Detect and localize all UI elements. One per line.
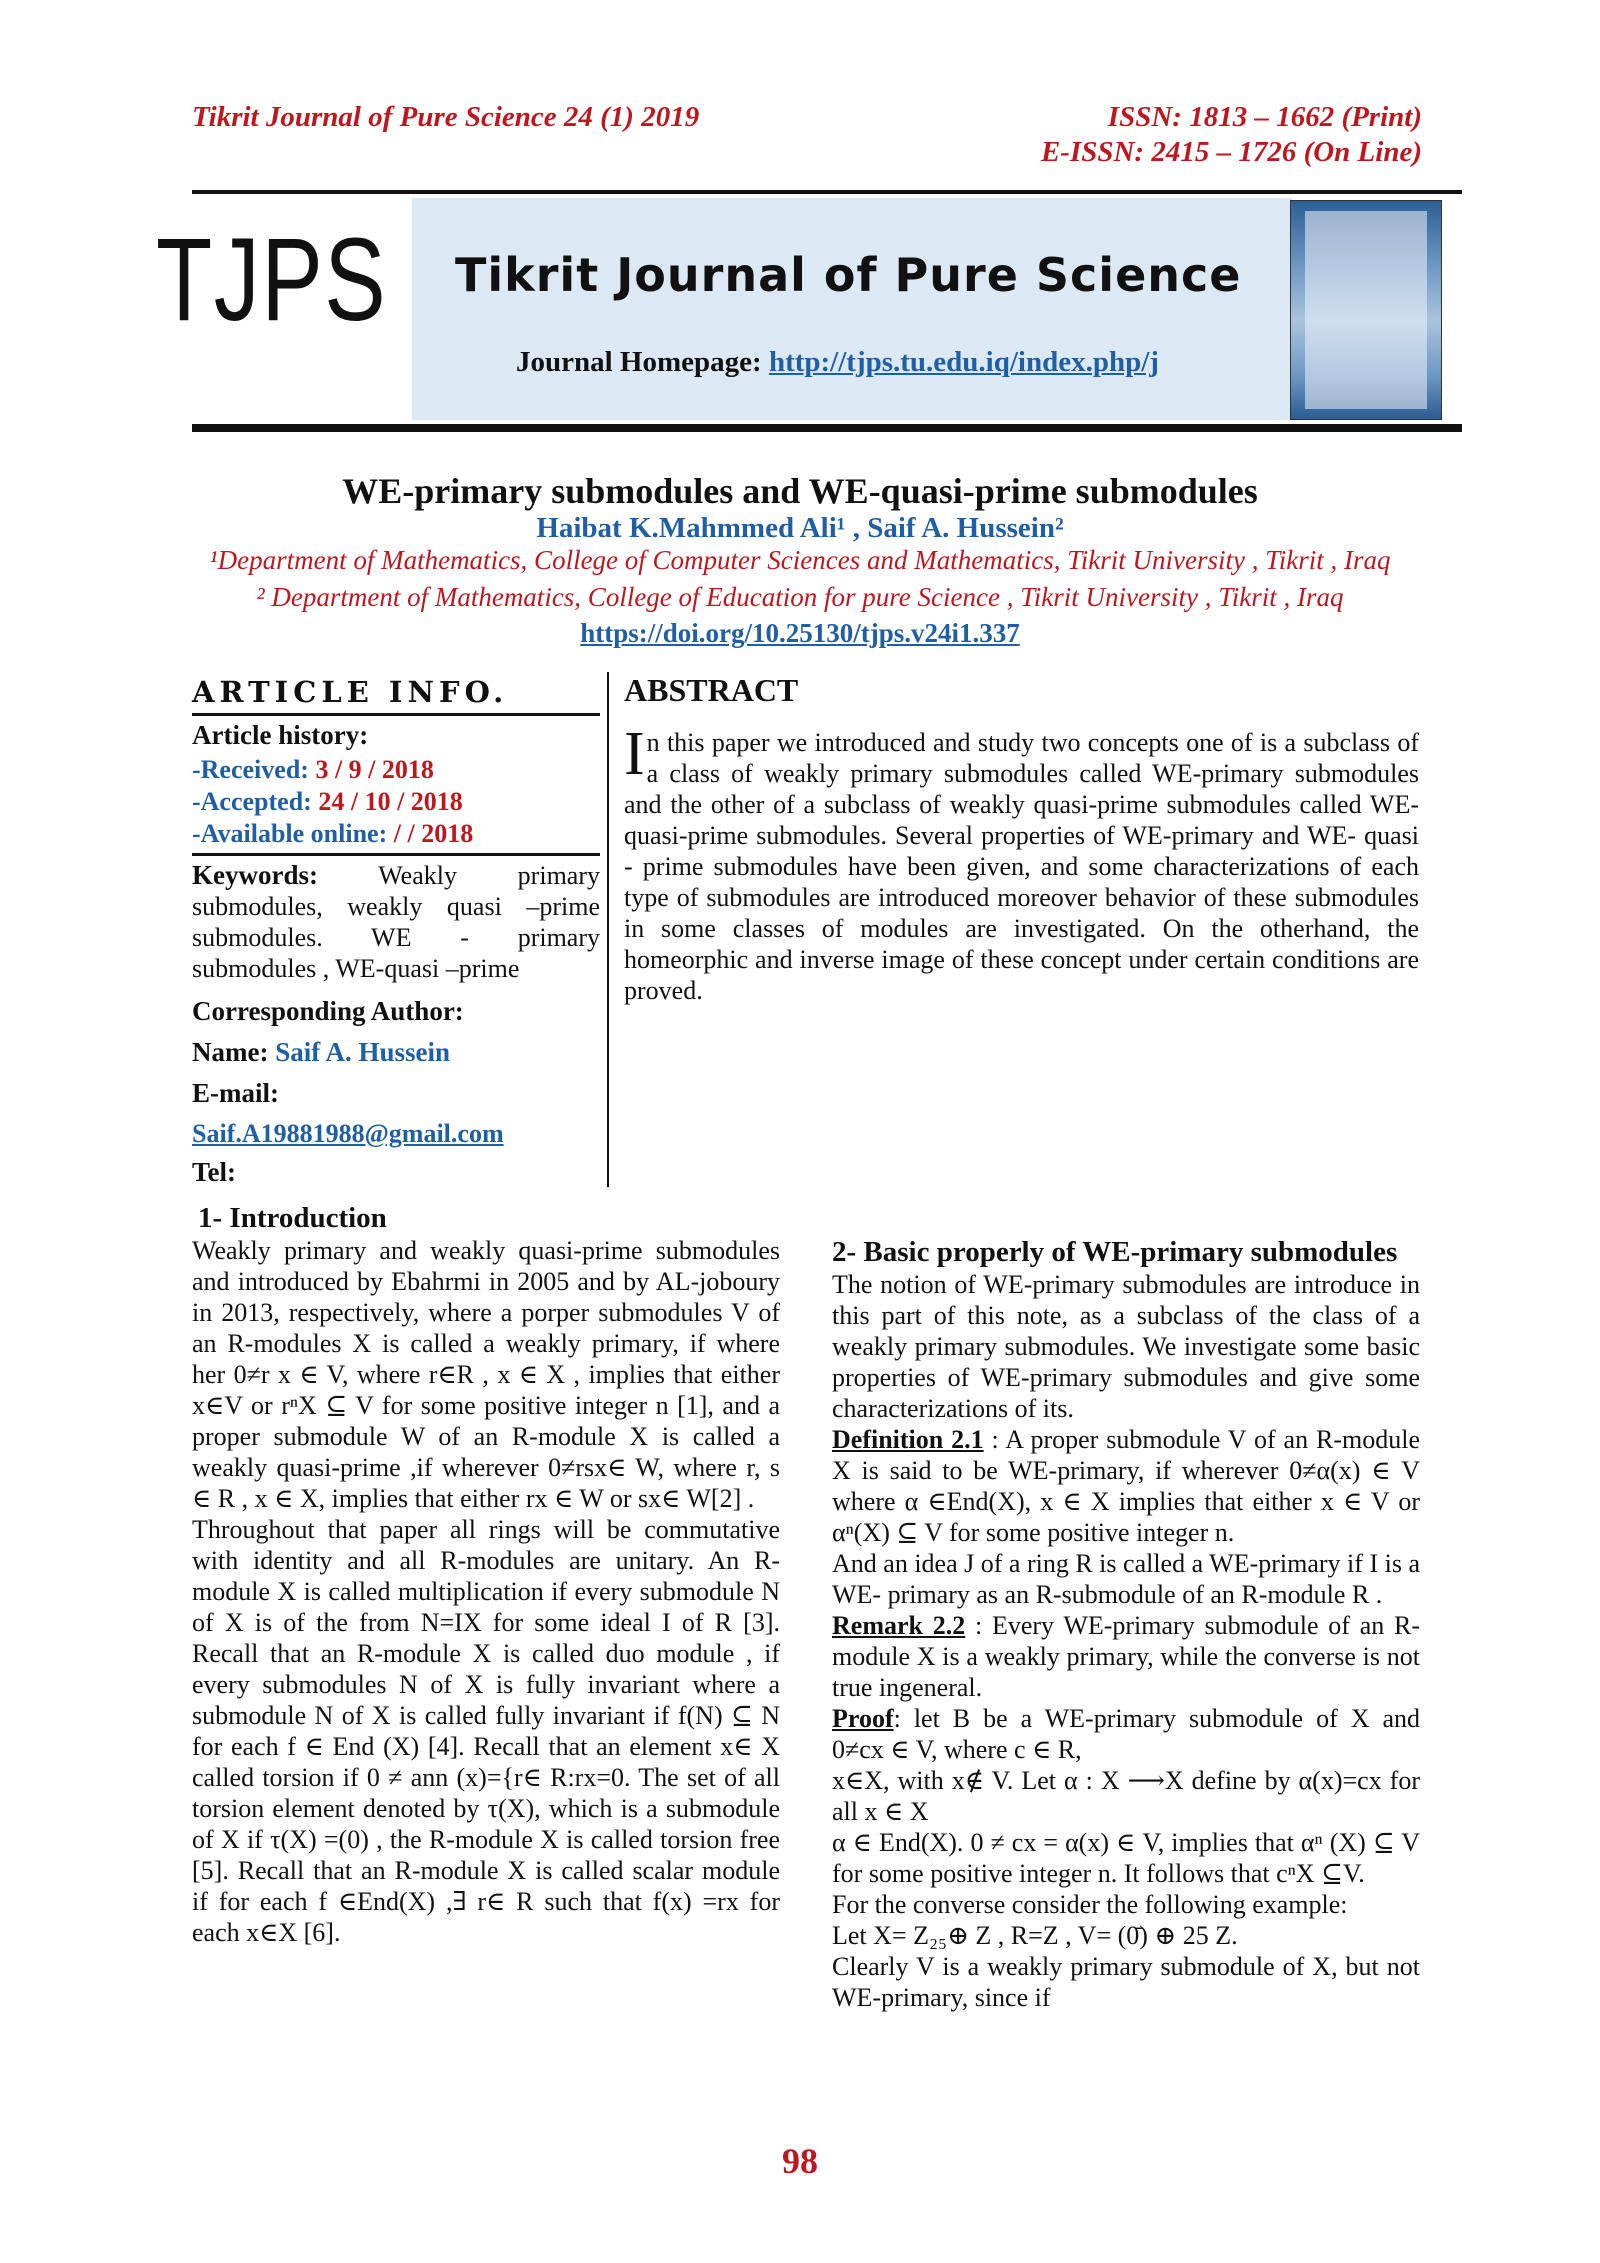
doi-link[interactable]: https://doi.org/10.25130/tjps.v24i1.337 xyxy=(580,618,1020,648)
affiliation-1: ¹Department of Mathematics, College of Computer Sciences and Mathematics, Tikrit University , Tikrit , Iraq xyxy=(209,545,1391,575)
abstract-heading: ABSTRACT xyxy=(624,672,799,708)
section-2 xyxy=(832,1236,1420,2013)
proof-line-5: Let X= Z₂₅⊕ Z , R=Z , V= (0̄) ⊕ 25 Z. xyxy=(832,1921,1238,1950)
journal-header-issn: ISSN: 1813 – 1662 (Print) xyxy=(1107,101,1422,133)
homepage-label: Journal Homepage: xyxy=(516,346,769,378)
journal-logo: TJPS xyxy=(156,214,388,346)
abstract-body xyxy=(624,720,1419,1006)
proof-line-2: x∈X, with x∉ V. Let α : X ⟶X define by α(x)=cx for all x ∈ X xyxy=(832,1766,1420,1826)
author-name-line xyxy=(192,1037,600,1068)
definition-2-1 xyxy=(832,1424,1420,1548)
introduction-heading: 1- Introduction xyxy=(198,1202,387,1234)
article-history-label: Article history: xyxy=(192,720,369,750)
accepted-date: 24 / 10 / 2018 xyxy=(318,787,463,816)
introduction-paragraph-1: Weakly primary and weakly quasi-prime submodules and introduced by Ebahrmi in 2005 and by AL-joboury in 2013, respectively, where a porper submodules V of an R-modules X is called a weakly primary, if where her 0≠r x ∈ V, where r∈R , x ∈ X , implies that either x∈V or rⁿX ⊆ V for some positive integer n [1], and a proper submodule W of an R-module X is called a weakly quasi-prime ,if wherever 0≠rsx∈ W, where r, s ∈ R , x ∈ X, implies that either rx ∈ W or sx∈ W[2] . xyxy=(192,1236,780,1513)
accepted-line xyxy=(192,787,600,817)
received-label: -Received: xyxy=(192,755,316,784)
journal-homepage xyxy=(516,346,1159,379)
corresponding-author-label: Corresponding Author: xyxy=(192,996,464,1026)
section-2-paragraph-1: The notion of WE-primary submodules are introduce in this part of this note, as a subclass of the class of a weakly primary submodules. We investigate some basic properties of WE-primary submodules and give some characterizations of its. xyxy=(832,1270,1420,1423)
proof-label: Proof xyxy=(832,1704,894,1733)
abstract-dropcap: I xyxy=(624,720,645,788)
abstract-section xyxy=(624,672,1419,1006)
banner-top-rule xyxy=(192,190,1462,194)
journal-cover-image xyxy=(1290,200,1442,420)
proof-line-1 xyxy=(832,1703,1420,1765)
proof-line-3: α ∈ End(X). 0 ≠ cx = α(x) ∈ V, implies that αⁿ (X) ⊆ V for some positive integer n. It follows that cⁿX ⊆V. xyxy=(832,1828,1420,1888)
keywords-text: Weakly primary submodules, weakly quasi –prime submodules. WE - primary submodules , WE-quasi –prime xyxy=(192,861,600,983)
tel-label: Tel: xyxy=(192,1157,237,1187)
accepted-label: -Accepted: xyxy=(192,787,319,816)
definition-label: Definition 2.1 xyxy=(832,1425,984,1454)
proof-text-1: : let B be a WE-primary submodule of X and 0≠cx ∈ V, where c ∈ R, xyxy=(832,1704,1420,1764)
remark-label: Remark 2.2 xyxy=(832,1611,966,1640)
online-label: -Available online: xyxy=(192,819,394,848)
email-link[interactable]: Saif.A19881988@gmail.com xyxy=(192,1119,504,1148)
doi-line xyxy=(0,618,1600,649)
paper-title: WE-primary submodules and WE-quasi-prime submodules xyxy=(342,471,1258,511)
paper-authors: Haibat K.Mahmmed Ali¹ , Saif A. Hussein² xyxy=(536,512,1064,544)
received-line xyxy=(192,755,600,785)
proof-line-6: Clearly V is a weakly primary submodule of X, but not WE-primary, since if xyxy=(832,1952,1420,2012)
online-line xyxy=(192,819,600,849)
online-date: / / 2018 xyxy=(393,819,474,848)
abstract-text: n this paper we introduced and study two concepts one of is a subclass of a class of weakly primary submodules called WE-primary submodules and the other of a subclass of weakly quasi-prime submodules called WE-quasi-prime submodules. Several properties of WE-primary and WE- quasi - prime submodules have been given, and some characterizations of each type of submodules are introduced moreover behavior of these submodules in some classes of modules are investigated. On the otherhand, the homeorphic and inverse image of these concept under certain conditions are proved. xyxy=(624,728,1419,1005)
section-2-heading: 2- Basic properly of WE-primary submodules xyxy=(832,1236,1398,1268)
name-label: Name: xyxy=(192,1037,276,1067)
banner-bottom-rule xyxy=(192,424,1462,432)
affiliation-2: ² Department of Mathematics, College of Education for pure Science , Tikrit University , Tikrit , Iraq xyxy=(256,582,1344,612)
page-number: 98 xyxy=(782,2141,818,2181)
article-info-heading: ARTICLE INFO. xyxy=(192,675,509,709)
definition-text: : A proper submodule V of an R-module X is said to be WE-primary, if wherever 0≠α(x) ∈ V where α ∈End(X), x ∈ X implies that either x ∈ V or αⁿ(X) ⊆ V for some positive integer n. xyxy=(832,1425,1420,1547)
email-label: E-mail: xyxy=(192,1078,279,1108)
info-divider xyxy=(607,672,609,1187)
section-2-paragraph-2: And an idea J of a ring R is called a WE-primary if I is a WE- primary as an R-submodule of an R-module R . xyxy=(832,1549,1420,1609)
introduction-paragraph-2: Throughout that paper all rings will be commutative with identity and all R-modules are unitary. An R-module X is called multiplication if every submodule N of X is of the from N=IX for some ideal I of R [3]. Recall that an R-module X is called duo module , if every submodules N of X is fully invariant where a submodule N of X is called fully invariant if f(N) ⊆ N for each f ∈ End (X) [4]. Recall that an element x∈ X called torsion if 0 ≠ ann (x)={r∈ R:rx=0. The set of all torsion element denoted by τ(X), which is a submodule of X if τ(X) =(0) , the R-module X is called torsion free [5]. Recall that an R-module X is called scalar module if for each f ∈End(X) ,∃ r∈ R such that f(x) =rx for each x∈X [6]. xyxy=(192,1515,780,1947)
introduction-section xyxy=(192,1202,780,1948)
banner-title: Tikrit Journal of Pure Science xyxy=(455,248,1242,302)
banner-background xyxy=(412,198,1292,420)
homepage-link[interactable]: http://tjps.tu.edu.iq/index.php/j xyxy=(768,346,1159,378)
remark-text: : Every WE-primary submodule of an R-module X is a weakly primary, while the converse is not true ingeneral. xyxy=(832,1611,1420,1702)
author-name: Saif A. Hussein xyxy=(275,1037,451,1067)
journal-header-eissn: E-ISSN: 2415 – 1726 (On Line) xyxy=(1040,136,1422,168)
article-info-panel xyxy=(192,675,600,1188)
remark-2-2 xyxy=(832,1610,1420,1703)
received-date: 3 / 9 / 2018 xyxy=(315,755,434,784)
keywords xyxy=(192,860,600,984)
proof-line-4: For the converse consider the following example: xyxy=(832,1890,1348,1919)
journal-header-left: Tikrit Journal of Pure Science 24 (1) 2019 xyxy=(192,101,700,133)
email-line xyxy=(192,1119,600,1149)
keywords-label: Keywords: xyxy=(192,860,318,890)
